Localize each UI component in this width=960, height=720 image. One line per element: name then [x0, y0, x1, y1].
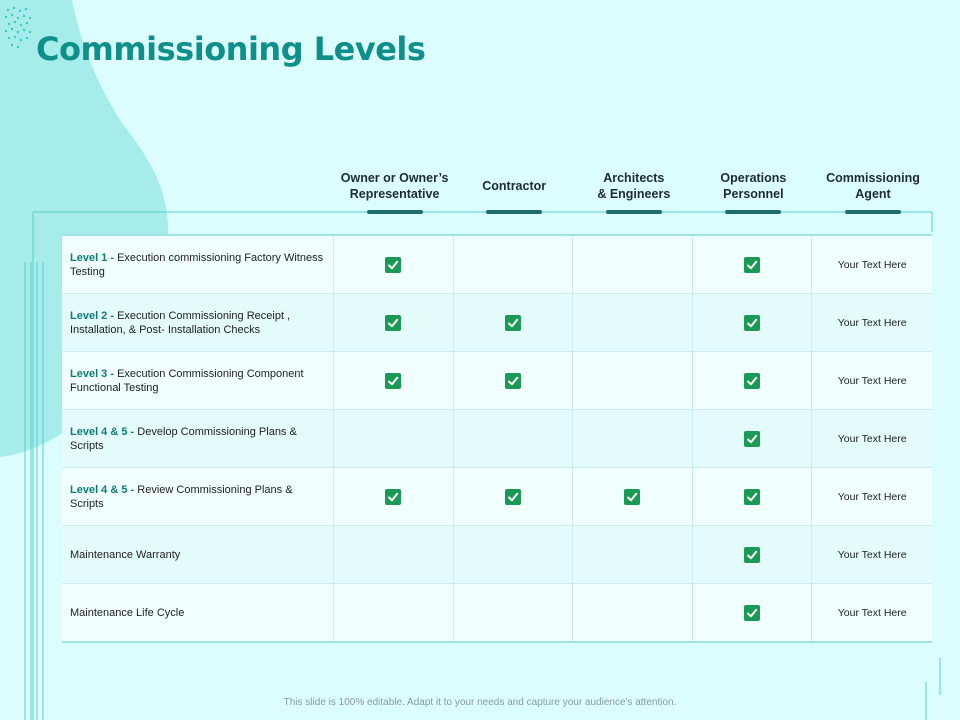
header-underline	[845, 210, 901, 214]
agent-cell: Your Text Here	[837, 490, 907, 503]
table-row	[62, 410, 932, 468]
check-cell	[693, 526, 813, 583]
column-header: Operations Personnel	[693, 170, 813, 202]
agent-cell: Your Text Here	[837, 432, 907, 445]
checkmark-icon	[744, 547, 760, 563]
header-underline	[367, 210, 423, 214]
check-cell	[454, 352, 574, 409]
row-label	[62, 410, 334, 467]
header-underline	[486, 210, 542, 214]
row-description: Execution commissioning Factory Witness Testing	[70, 251, 324, 278]
check-cell	[573, 236, 693, 293]
check-cell	[454, 236, 574, 293]
agent-cell: Your Text Here	[837, 606, 907, 619]
header-underline	[606, 210, 662, 214]
row-label	[62, 468, 334, 525]
check-cell	[693, 352, 813, 409]
check-cell	[334, 526, 454, 583]
check-cell	[454, 584, 574, 641]
check-cell	[693, 236, 813, 293]
row-description: Review Commissioning Plans & Scripts	[70, 483, 293, 510]
checkmark-icon	[744, 373, 760, 389]
column-header: Architects & Engineers	[574, 170, 694, 202]
footer-note: This slide is 100% editable. Adapt it to your needs and capture your audience's attention.	[283, 697, 677, 708]
table-row	[62, 526, 932, 584]
column-header: Contractor	[454, 170, 574, 202]
row-description: Execution Commissioning Receipt , Installation, & Post- Installation Checks	[70, 309, 291, 336]
column-header: Owner or Owner’s Representative	[335, 170, 455, 202]
checkmark-icon	[385, 257, 401, 273]
check-cell	[573, 410, 693, 467]
level-label: Level 3 -	[70, 367, 115, 380]
check-cell	[573, 294, 693, 351]
row-label	[62, 352, 334, 409]
row-label	[62, 236, 334, 293]
check-cell	[693, 468, 813, 525]
commissioning-table	[62, 234, 932, 643]
check-cell	[573, 352, 693, 409]
row-label	[62, 526, 334, 583]
check-cell	[454, 468, 574, 525]
check-cell	[334, 410, 454, 467]
check-cell	[573, 526, 693, 583]
checkmark-icon	[505, 373, 521, 389]
check-cell	[573, 584, 693, 641]
check-cell	[334, 468, 454, 525]
table-row	[62, 236, 932, 294]
agent-cell: Your Text Here	[837, 548, 907, 561]
checkmark-icon	[505, 489, 521, 505]
check-cell	[334, 294, 454, 351]
level-label: Level 2 -	[70, 309, 115, 322]
header-underline	[725, 210, 781, 214]
row-label	[62, 584, 334, 641]
row-description: Maintenance Life Cycle	[70, 606, 185, 619]
checkmark-icon	[385, 373, 401, 389]
table-row	[62, 468, 932, 526]
row-label	[62, 294, 334, 351]
check-cell	[693, 294, 813, 351]
checkmark-icon	[385, 315, 401, 331]
check-cell	[334, 584, 454, 641]
table-row	[62, 352, 932, 410]
row-description: Execution Commissioning Component Functional Testing	[70, 367, 304, 394]
row-description: Develop Commissioning Plans & Scripts	[70, 425, 297, 452]
checkmark-icon	[744, 257, 760, 273]
agent-cell: Your Text Here	[837, 316, 907, 329]
level-label: Level 4 & 5 -	[70, 425, 135, 438]
agent-cell: Your Text Here	[837, 374, 907, 387]
check-cell	[573, 468, 693, 525]
row-description: Maintenance Warranty	[70, 548, 181, 561]
check-cell	[454, 526, 574, 583]
check-cell	[693, 584, 813, 641]
checkmark-icon	[624, 489, 640, 505]
level-label: Level 1 -	[70, 251, 115, 264]
checkmark-icon	[505, 315, 521, 331]
checkmark-icon	[744, 431, 760, 447]
check-cell	[334, 236, 454, 293]
check-cell	[454, 294, 574, 351]
checkmark-icon	[385, 489, 401, 505]
checkmark-icon	[744, 605, 760, 621]
checkmark-icon	[744, 315, 760, 331]
check-cell	[693, 410, 813, 467]
check-cell	[454, 410, 574, 467]
level-label: Level 4 & 5 -	[70, 483, 135, 496]
page-title: Commissioning Levels	[36, 30, 426, 68]
column-header: Commissioning Agent	[813, 170, 933, 202]
check-cell	[334, 352, 454, 409]
checkmark-icon	[744, 489, 760, 505]
agent-cell: Your Text Here	[837, 258, 907, 271]
table-row	[62, 584, 932, 641]
table-row	[62, 294, 932, 352]
